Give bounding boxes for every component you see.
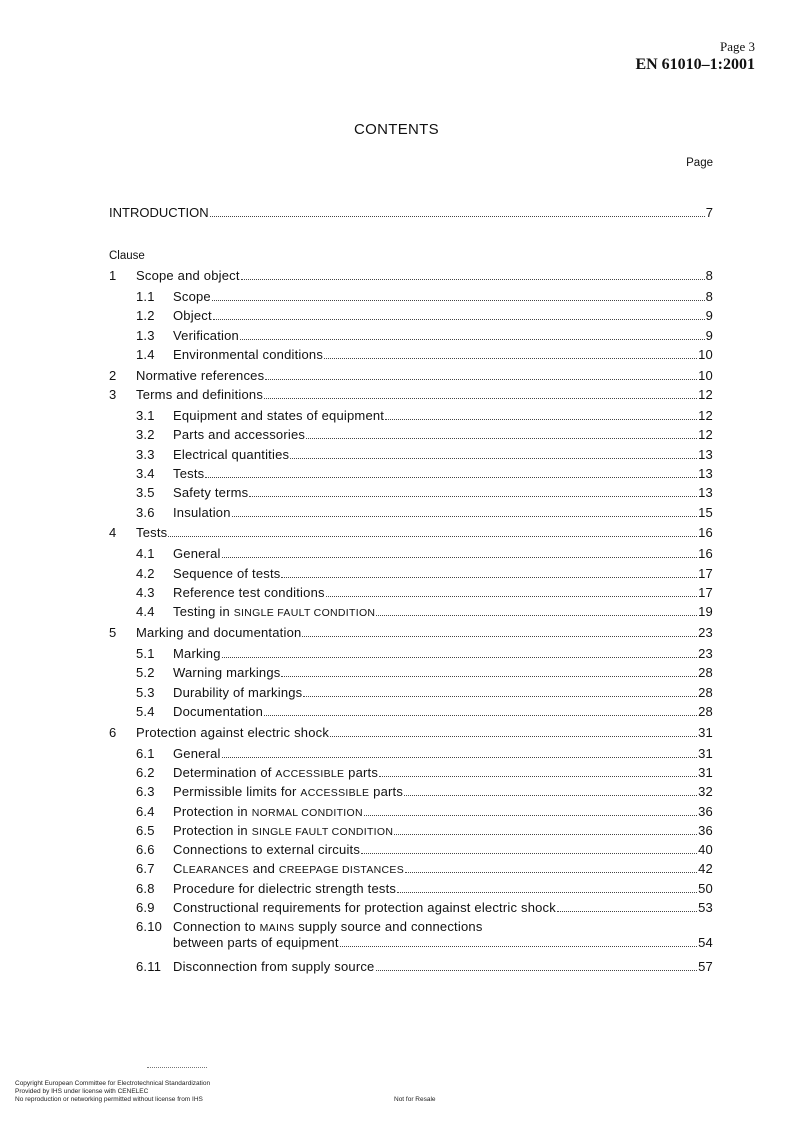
dot-leader	[376, 614, 697, 616]
toc-entry-number: 6.7	[136, 861, 155, 877]
toc-entry-number: 6.4	[136, 803, 155, 819]
toc-entry-page: 10	[698, 367, 713, 383]
toc-entry-title: Insulation	[173, 504, 231, 520]
toc-entry-introduction[interactable]	[109, 205, 713, 220]
toc-entry-subclause[interactable]	[109, 327, 713, 346]
toc-entry-clause[interactable]	[109, 385, 713, 404]
toc-entry-number: 6.11	[136, 959, 162, 975]
toc-entry-page: 23	[698, 625, 713, 641]
toc-entry-page: 17	[698, 584, 713, 600]
toc-entry-number: 3.4	[136, 465, 155, 481]
header-page-number: Page 3	[719, 39, 755, 54]
toc-title-part: Connection to	[173, 919, 260, 935]
dot-leader	[324, 357, 697, 359]
toc-entry-subclause[interactable]	[109, 742, 713, 764]
toc-entry-page: 40	[698, 842, 713, 858]
toc-entry-page: 10	[698, 346, 713, 362]
toc-entry-subclause[interactable]	[109, 584, 713, 603]
toc-entry-page: 23	[698, 645, 713, 661]
toc-entry-subclause[interactable]	[109, 565, 713, 584]
toc-entry-page: 8	[705, 288, 713, 304]
toc-entry-page: 17	[698, 565, 713, 581]
toc-entry-title: Environmental conditions	[173, 346, 324, 362]
toc-entry-title: INTRODUCTION	[109, 205, 209, 220]
dot-leader	[376, 969, 698, 971]
footer-line: Copyright European Committee for Electrotechnical Standardization	[15, 1080, 211, 1087]
toc-title-part: NORMAL CONDITION	[251, 806, 363, 819]
dot-leader	[212, 299, 705, 301]
toc-entry-number: 6.8	[136, 880, 155, 896]
dot-leader	[379, 775, 697, 777]
toc-entry-title	[173, 804, 363, 819]
toc-entry-title	[173, 604, 375, 619]
toc-entry-subclause[interactable]	[109, 842, 713, 861]
toc-title-part: SINGLE FAULT CONDITION	[251, 825, 394, 838]
dot-leader	[361, 852, 697, 854]
dot-leader	[222, 656, 697, 658]
table-of-contents	[109, 266, 713, 978]
toc-title-part: Protection in	[173, 803, 252, 819]
toc-entry-subclause[interactable]	[109, 642, 713, 664]
toc-entry-number: 1.3	[136, 327, 155, 343]
toc-entry-title	[173, 784, 403, 799]
toc-entry-page: 54	[698, 935, 713, 951]
toc-title-part: Permissible limits for	[173, 784, 301, 800]
toc-title-part: parts	[369, 784, 404, 800]
toc-title-part: C	[173, 861, 183, 877]
toc-entry-subclause[interactable]	[109, 446, 713, 465]
toc-entry-title: Procedure for dielectric strength tests	[173, 880, 397, 896]
toc-entry-title: Constructional requirements for protection against electric shock	[173, 900, 556, 916]
dot-leader	[385, 418, 697, 420]
copyright-footer	[15, 1080, 210, 1104]
dot-leader	[306, 437, 697, 439]
page-column-label: Page	[686, 157, 713, 169]
dot-leader	[249, 495, 697, 497]
toc-title-part: Determination of	[173, 764, 276, 780]
toc-entry-subclause[interactable]	[109, 465, 713, 484]
footer-line: Provided by IHS under license with CENELEC	[15, 1088, 149, 1095]
toc-entry-number: 1.1	[136, 288, 155, 304]
toc-entry-subclause[interactable]	[109, 861, 713, 880]
toc-entry-subclause[interactable]	[109, 665, 713, 684]
dot-leader	[405, 871, 697, 873]
toc-entry-subclause[interactable]	[109, 308, 713, 327]
toc-entry-number: 6.9	[136, 900, 155, 916]
toc-entry-title: Connections to external circuits	[173, 842, 361, 858]
toc-entry-subclause[interactable]	[109, 803, 713, 822]
toc-entry-number: 6.2	[136, 764, 155, 780]
toc-entry-number: 4	[109, 525, 117, 541]
toc-entry-title: Marking	[173, 645, 221, 661]
toc-entry-page: 13	[698, 446, 713, 462]
dot-leader	[222, 556, 697, 558]
dot-leader	[281, 675, 697, 677]
toc-entry-title: Scope and object	[136, 268, 240, 284]
toc-entry-title: Electrical quantities	[173, 446, 290, 462]
dot-leader	[264, 714, 697, 716]
toc-entry-subclause[interactable]	[109, 764, 713, 783]
toc-entry-page: 16	[698, 546, 713, 562]
toc-entry-number: 1.2	[136, 308, 155, 324]
toc-entry-title: Verification	[173, 327, 239, 343]
toc-entry-page: 28	[698, 703, 713, 719]
toc-entry-title: Reference test conditions	[173, 584, 325, 600]
toc-entry-subclause[interactable]	[109, 784, 713, 803]
dot-leader	[222, 756, 697, 758]
toc-entry-page: 32	[698, 784, 713, 800]
toc-title-part: ACCESSIBLE	[275, 767, 345, 780]
toc-entry-page: 31	[698, 764, 713, 780]
toc-entry-number: 5.2	[136, 665, 155, 681]
dot-leader	[241, 278, 705, 280]
toc-entry-subclause[interactable]	[109, 959, 713, 978]
toc-title-part: and	[248, 861, 279, 877]
toc-entry-title: Tests	[173, 465, 205, 481]
dot-leader	[330, 735, 697, 737]
toc-entry-page: 19	[698, 604, 713, 620]
toc-entry-number: 5.3	[136, 684, 155, 700]
toc-title-part: LEARANCES	[182, 864, 249, 877]
toc-entry-page: 13	[698, 465, 713, 481]
toc-entry-subclause[interactable]	[109, 346, 713, 365]
toc-entry-page: 28	[698, 665, 713, 681]
toc-entry-number: 6.6	[136, 842, 155, 858]
toc-entry-number: 4.4	[136, 604, 155, 620]
toc-title-part: CREEPAGE DISTANCES	[278, 864, 405, 877]
toc-entry-title: Object	[173, 308, 212, 324]
toc-entry-page: 57	[698, 959, 713, 975]
toc-entry-number: 3.2	[136, 427, 155, 443]
toc-entry-number: 4.3	[136, 584, 155, 600]
toc-entry-title: Scope	[173, 288, 211, 304]
toc-entry-page: 8	[705, 268, 713, 284]
toc-entry-page: 9	[705, 327, 713, 343]
toc-title-part: supply source and connections	[294, 919, 483, 935]
toc-entry-number: 6.1	[136, 745, 155, 761]
toc-entry-title	[173, 823, 393, 838]
toc-entry-title	[173, 861, 404, 876]
toc-entry-subclause[interactable]	[109, 900, 713, 919]
toc-entry-subclause[interactable]	[109, 919, 713, 959]
dot-leader	[404, 794, 697, 796]
toc-entry-number: 3.5	[136, 485, 155, 501]
toc-entry-page: 36	[698, 822, 713, 838]
toc-entry-title: Terms and definitions	[136, 387, 264, 403]
toc-entry-subclause[interactable]	[109, 427, 713, 446]
toc-entry-subclause[interactable]	[109, 684, 713, 703]
toc-title-part: Testing in	[173, 604, 234, 620]
toc-entry-title: Documentation	[173, 703, 264, 719]
toc-entry-subclause[interactable]	[109, 604, 713, 623]
toc-entry-number: 5	[109, 625, 117, 641]
toc-title-part: ACCESSIBLE	[300, 787, 370, 800]
dot-leader	[210, 215, 705, 217]
toc-entry-clause[interactable]	[109, 366, 713, 385]
toc-entry-number: 5.1	[136, 645, 155, 661]
dot-leader	[168, 535, 697, 537]
toc-entry-page: 12	[698, 427, 713, 443]
dot-leader	[264, 397, 697, 399]
toc-entry-number: 4.1	[136, 546, 155, 562]
toc-entry-number: 1.4	[136, 346, 155, 362]
dot-leader	[557, 910, 697, 912]
toc-entry-clause[interactable]	[109, 266, 713, 285]
toc-entry-subclause[interactable]	[109, 504, 713, 523]
toc-title-part: SINGLE FAULT CONDITION	[233, 607, 376, 620]
toc-entry-clause[interactable]	[109, 623, 713, 642]
toc-entry-page: 15	[698, 504, 713, 520]
toc-entry-number: 2	[109, 367, 117, 383]
dot-leader	[302, 635, 697, 637]
dot-leader	[240, 338, 705, 340]
dot-leader	[394, 833, 697, 835]
toc-entry-number: 3	[109, 387, 117, 403]
toc-entry-number: 5.4	[136, 703, 155, 719]
toc-entry-number: 3.3	[136, 446, 155, 462]
toc-entry-page: 50	[698, 880, 713, 896]
toc-entry-subclause[interactable]	[109, 880, 713, 899]
toc-entry-title: Tests	[136, 525, 168, 541]
dot-leader	[303, 695, 697, 697]
toc-entry-number: 6.5	[136, 822, 155, 838]
toc-entry-page: 16	[698, 525, 713, 541]
toc-entry-title-block	[173, 919, 713, 950]
dot-leader	[265, 378, 697, 380]
toc-entry-number: 3.1	[136, 408, 155, 424]
toc-entry-number: 6.3	[136, 784, 155, 800]
toc-entry-title-line2	[173, 935, 713, 950]
toc-title-part: Protection in	[173, 822, 252, 838]
footer-not-for-resale: Not for Resale	[394, 1096, 436, 1103]
toc-entry-page: 42	[698, 861, 713, 877]
toc-entry-clause[interactable]	[109, 723, 713, 742]
toc-entry-title	[173, 765, 378, 780]
toc-entry-title: General	[173, 745, 221, 761]
toc-entry-subclause[interactable]	[109, 404, 713, 426]
toc-entry-title: Safety terms	[173, 485, 249, 501]
toc-entry-subclause[interactable]	[109, 485, 713, 504]
toc-entry-page: 53	[698, 900, 713, 916]
header-document-id: EN 61010–1:2001	[635, 56, 755, 73]
toc-title-part: MAINS	[259, 922, 295, 935]
toc-entry-number: 6	[109, 724, 117, 740]
dot-leader	[281, 576, 697, 578]
toc-entry-number: 3.6	[136, 504, 155, 520]
toc-entry-title: between parts of equipment	[173, 935, 339, 951]
toc-entry-clause[interactable]	[109, 523, 713, 542]
toc-entry-title: Sequence of tests	[173, 565, 281, 581]
toc-entry-title	[173, 919, 713, 934]
toc-entry-title: Disconnection from supply source	[173, 959, 375, 975]
toc-entry-page: 12	[698, 387, 713, 403]
toc-entry-title: Protection against electric shock	[136, 724, 330, 740]
toc-entry-number: 6.10	[136, 919, 163, 935]
toc-entry-title: General	[173, 546, 221, 562]
toc-entry-title: Parts and accessories	[173, 427, 306, 443]
toc-entry-subclause[interactable]	[109, 285, 713, 307]
toc-entry-subclause[interactable]	[109, 543, 713, 565]
toc-entry-subclause[interactable]	[109, 703, 713, 722]
toc-entry-page: 36	[698, 803, 713, 819]
toc-entry-number: 1	[109, 268, 117, 284]
toc-entry-title: Durability of markings	[173, 684, 303, 700]
toc-entry-page: 12	[698, 408, 713, 424]
toc-entry-title: Marking and documentation	[136, 625, 302, 641]
toc-entry-subclause[interactable]	[109, 822, 713, 841]
dot-leader	[290, 457, 697, 459]
toc-entry-number: 4.2	[136, 565, 155, 581]
dot-leader	[340, 945, 697, 947]
toc-entry-page: 28	[698, 684, 713, 700]
toc-entry-title: Equipment and states of equipment	[173, 408, 385, 424]
footer-line: No reproduction or networking permitted without license from IHS	[15, 1096, 203, 1103]
dot-leader	[213, 318, 705, 320]
dot-leader	[326, 595, 697, 597]
toc-entry-page: 31	[698, 724, 713, 740]
dot-leader	[232, 515, 697, 517]
toc-entry-page: 13	[698, 485, 713, 501]
toc-entry-page: 7	[705, 205, 713, 220]
page-title: CONTENTS	[354, 121, 439, 138]
toc-entry-page: 31	[698, 745, 713, 761]
toc-entry-page: 9	[705, 308, 713, 324]
clause-column-label: Clause	[109, 250, 145, 262]
dot-leader	[205, 476, 697, 478]
dot-leader	[364, 814, 697, 816]
toc-entry-title: Warning markings	[173, 665, 281, 681]
scan-artifact	[147, 1064, 207, 1068]
toc-entry-title: Normative references	[136, 367, 265, 383]
dot-leader	[397, 891, 697, 893]
toc-title-part: parts	[344, 764, 379, 780]
